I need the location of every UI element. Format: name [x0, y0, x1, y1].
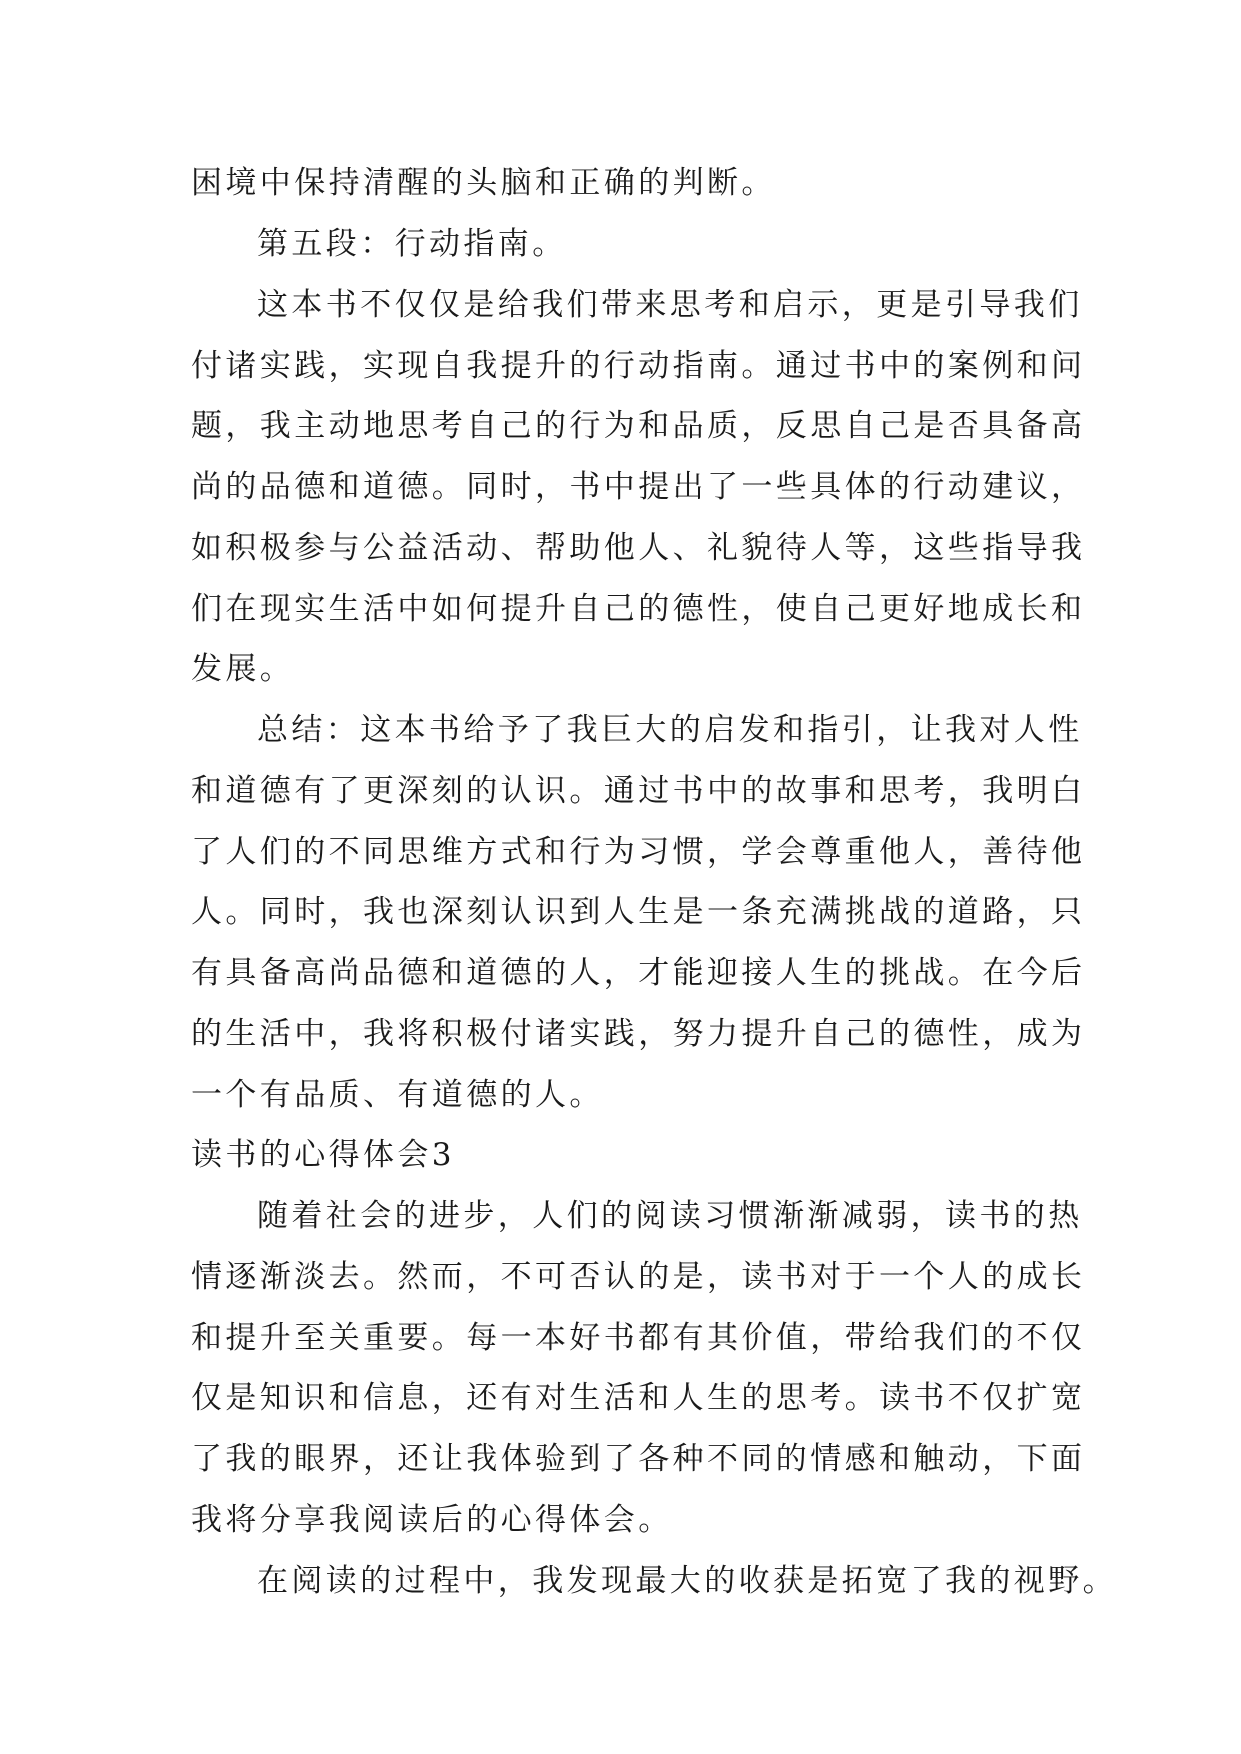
text-line: 我将分享我阅读后的心得体会。 — [191, 1502, 673, 1538]
text-line: 仅是知识和信息，还有对生活和人生的思考。读书不仅扩宽 — [191, 1380, 1086, 1416]
text-line: 们在现实生活中如何提升自己的德性，使自己更好地成长和 — [191, 591, 1086, 627]
text-line: 在阅读的过程中，我发现最大的收获是拓宽了我的视野。 — [257, 1563, 1117, 1599]
text-line: 付诸实践，实现自我提升的行动指南。通过书中的案例和问 — [191, 348, 1086, 384]
text-line: 和道德有了更深刻的认识。通过书中的故事和思考，我明白 — [191, 773, 1086, 809]
text-line: 随着社会的进步，人们的阅读习惯渐渐减弱，读书的热 — [257, 1198, 1083, 1234]
section-heading: 第五段：行动指南。 — [257, 226, 567, 262]
text-line: 发展。 — [191, 651, 295, 687]
text-line: 人。同时，我也深刻认识到人生是一条充满挑战的道路，只 — [191, 894, 1086, 930]
text-line: 尚的品德和道德。同时，书中提出了一些具体的行动建议， — [191, 469, 1086, 505]
text-line: 和提升至关重要。每一本好书都有其价值，带给我们的不仅 — [191, 1320, 1086, 1356]
text-line: 困境中保持清醒的头脑和正确的判断。 — [191, 165, 776, 201]
text-line: 的生活中，我将积极付诸实践，努力提升自己的德性，成为 — [191, 1016, 1086, 1052]
text-line: 一个有品质、有道德的人。 — [191, 1077, 604, 1113]
text-line: 如积极参与公益活动、帮助他人、礼貌待人等，这些指导我 — [191, 530, 1086, 566]
text-line: 有具备高尚品德和道德的人，才能迎接人生的挑战。在今后 — [191, 955, 1086, 991]
text-line: 总结：这本书给予了我巨大的启发和指引，让我对人性 — [257, 712, 1083, 748]
article-title: 读书的心得体会3 — [191, 1137, 455, 1173]
text-line: 这本书不仅仅是给我们带来思考和启示，更是引导我们 — [257, 287, 1083, 323]
text-line: 情逐渐淡去。然而，不可否认的是，读书对于一个人的成长 — [191, 1259, 1086, 1295]
text-line: 题，我主动地思考自己的行为和品质，反思自己是否具备高 — [191, 408, 1086, 444]
text-line: 了我的眼界，还让我体验到了各种不同的情感和触动，下面 — [191, 1441, 1086, 1477]
text-line: 了人们的不同思维方式和行为习惯，学会尊重他人，善待他 — [191, 834, 1086, 870]
